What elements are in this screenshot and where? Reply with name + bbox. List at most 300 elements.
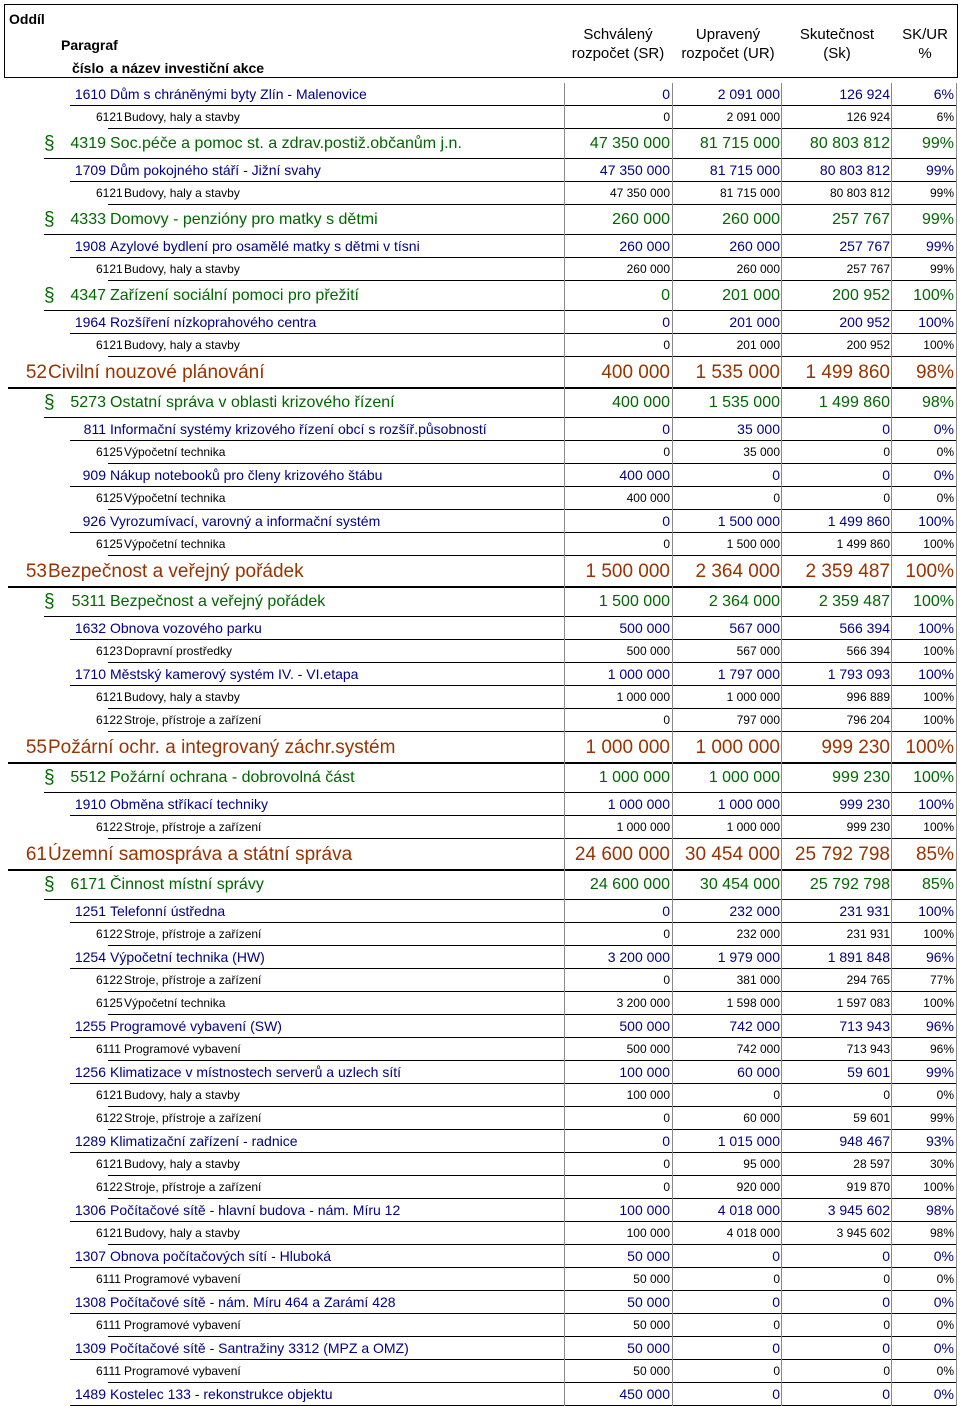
- cell-pct: 0%: [936, 1272, 954, 1286]
- column-divider: [564, 334, 565, 357]
- column-divider: [956, 1360, 957, 1383]
- column-divider: [781, 1153, 782, 1176]
- cell-code: 5311: [71, 593, 106, 610]
- cell-ur: 1 000 000: [717, 796, 780, 812]
- cell-ur: 0: [773, 491, 780, 505]
- cell-sr: 260 000: [612, 211, 670, 228]
- column-divider: [781, 281, 782, 311]
- column-divider: [781, 182, 782, 205]
- column-divider: [956, 235, 957, 258]
- cell-ur: 0: [772, 1386, 780, 1402]
- column-divider: [891, 1383, 892, 1406]
- table-row-item: [0, 969, 960, 992]
- cell-code: 1254: [74, 949, 106, 965]
- cell-sr: 500 000: [626, 644, 670, 658]
- cell-sk: 0: [883, 1088, 890, 1102]
- column-divider: [891, 709, 892, 732]
- cell-name: Azylové bydlení pro osamělé matky s dětmi v tísni: [110, 238, 420, 254]
- column-divider: [956, 732, 957, 763]
- header-oddil: Oddíl: [9, 11, 45, 27]
- cell-sk: 257 767: [839, 238, 890, 254]
- column-divider: [564, 311, 565, 334]
- column-divider: [564, 235, 565, 258]
- cell-pct: 96%: [925, 1018, 954, 1034]
- cell-name: Telefonní ústředna: [110, 903, 226, 919]
- cell-ur: 1 000 000: [726, 820, 780, 834]
- paragraph-icon: §: [44, 285, 55, 306]
- table-row-par: [0, 388, 960, 418]
- cell-sr: 1 000 000: [585, 737, 670, 758]
- column-divider: [891, 1268, 892, 1291]
- column-divider: [564, 763, 565, 793]
- cell-pct: 99%: [925, 238, 954, 254]
- column-divider: [891, 1199, 892, 1222]
- cell-name: Informační systémy krizového řízení obcí s rozšíř.působností: [110, 421, 487, 437]
- cell-sr: 0: [662, 86, 670, 102]
- cell-code: 6122: [96, 973, 123, 987]
- column-divider: [891, 1084, 892, 1107]
- column-divider: [781, 1084, 782, 1107]
- column-divider: [564, 1199, 565, 1222]
- column-divider: [781, 533, 782, 556]
- table-row-item: [0, 441, 960, 464]
- table-row-act: [0, 663, 960, 686]
- table-row-sec: [0, 556, 960, 587]
- column-divider: [672, 992, 673, 1015]
- cell-sk: 1 891 848: [827, 949, 890, 965]
- cell-name: Budovy, haly a stavby: [124, 110, 240, 124]
- column-divider: [564, 816, 565, 839]
- cell-code: 6111: [96, 1364, 121, 1378]
- cell-code: 6123: [96, 644, 123, 658]
- cell-sk: 948 467: [839, 1133, 890, 1149]
- table-row-item: [0, 106, 960, 129]
- cell-name: Budovy, haly a stavby: [124, 1157, 240, 1171]
- column-divider: [891, 1130, 892, 1153]
- column-divider: [891, 510, 892, 533]
- column-divider: [956, 663, 957, 686]
- column-divider: [672, 1222, 673, 1245]
- cell-ur: 81 715 000: [709, 162, 780, 178]
- cell-ur: 0: [772, 467, 780, 483]
- column-divider: [781, 1130, 782, 1153]
- cell-ur: 260 000: [736, 262, 780, 276]
- cell-sr: 100 000: [626, 1226, 670, 1240]
- column-divider: [781, 763, 782, 793]
- cell-name: Výpočetní technika: [124, 445, 226, 459]
- cell-code: 6111: [96, 1318, 121, 1332]
- cell-sk: 257 767: [832, 211, 890, 228]
- cell-name: Výpočetní technika: [124, 537, 226, 551]
- table-row-item: [0, 1084, 960, 1107]
- cell-pct: 99%: [929, 186, 954, 200]
- table-row-item: [0, 182, 960, 205]
- column-divider: [891, 205, 892, 235]
- cell-ur: 81 715 000: [699, 135, 780, 152]
- cell-sk: 126 924: [846, 110, 890, 124]
- cell-code: 811: [83, 421, 106, 437]
- cell-sk: 713 943: [846, 1042, 890, 1056]
- cell-ur: 232 000: [729, 903, 780, 919]
- cell-name: Stroje, přístroje a zařízení: [124, 973, 262, 987]
- cell-pct: 100%: [923, 713, 954, 727]
- header-sk: Skutečnost (Sk): [799, 26, 875, 62]
- cell-sr: 50 000: [627, 1294, 670, 1310]
- column-divider: [672, 334, 673, 357]
- cell-pct: 100%: [923, 927, 954, 941]
- table-row-act: [0, 1337, 960, 1360]
- cell-name: Stroje, přístroje a zařízení: [124, 1180, 262, 1194]
- cell-name: Stroje, přístroje a zařízení: [124, 927, 262, 941]
- table-row-item: [0, 1153, 960, 1176]
- cell-sk: 0: [883, 1272, 890, 1286]
- cell-code: 4319: [70, 135, 106, 152]
- column-divider: [672, 1291, 673, 1314]
- cell-name: Dopravní prostředky: [124, 644, 233, 658]
- paragraph-icon: §: [44, 767, 55, 788]
- column-divider: [781, 334, 782, 357]
- column-divider: [956, 533, 957, 556]
- cell-sk: 999 230: [839, 796, 890, 812]
- column-divider: [891, 1245, 892, 1268]
- column-divider: [956, 1383, 957, 1406]
- cell-ur: 0: [773, 1364, 780, 1378]
- cell-sk: 126 924: [839, 86, 890, 102]
- cell-sk: 0: [883, 1364, 890, 1378]
- cell-pct: 0%: [936, 1364, 954, 1378]
- cell-ur: 260 000: [729, 238, 780, 254]
- column-divider: [956, 83, 957, 106]
- column-divider: [891, 106, 892, 129]
- cell-sr: 1 500 000: [598, 593, 670, 610]
- table-row-item: [0, 258, 960, 281]
- cell-code: 1632: [74, 620, 106, 636]
- cell-pct: 100%: [918, 620, 954, 636]
- column-divider: [956, 106, 957, 129]
- cell-ur: 567 000: [736, 644, 780, 658]
- column-divider: [672, 732, 673, 763]
- table-row-item: [0, 1222, 960, 1245]
- column-divider: [672, 1061, 673, 1084]
- column-divider: [564, 281, 565, 311]
- cell-ur: 4 018 000: [726, 1226, 780, 1240]
- column-divider: [956, 839, 957, 870]
- cell-ur: 232 000: [736, 927, 780, 941]
- column-divider: [672, 709, 673, 732]
- column-divider: [956, 311, 957, 334]
- column-divider: [956, 1268, 957, 1291]
- column-divider: [781, 617, 782, 640]
- cell-ur: 0: [773, 1088, 780, 1102]
- cell-sr: 50 000: [633, 1318, 670, 1332]
- table-row-item: [0, 1314, 960, 1337]
- column-divider: [891, 923, 892, 946]
- header-nazev: a název investiční akce: [110, 60, 265, 76]
- cell-pct: 93%: [925, 1133, 954, 1149]
- column-divider: [672, 1084, 673, 1107]
- cell-sk: 0: [882, 467, 890, 483]
- cell-sk: 0: [883, 445, 890, 459]
- column-divider: [781, 900, 782, 923]
- cell-sr: 1 000 000: [616, 820, 670, 834]
- cell-ur: 4 018 000: [717, 1202, 780, 1218]
- column-divider: [891, 969, 892, 992]
- column-divider: [781, 587, 782, 617]
- cell-ur: 1 797 000: [717, 666, 780, 682]
- header-frame: [4, 4, 958, 78]
- column-divider: [956, 640, 957, 663]
- cell-pct: 85%: [921, 876, 954, 893]
- cell-sk: 80 803 812: [809, 135, 890, 152]
- cell-name: Rozšíření nízkoprahového centra: [110, 314, 317, 330]
- column-divider: [956, 900, 957, 923]
- column-divider: [564, 1038, 565, 1061]
- cell-sk: 257 767: [846, 262, 890, 276]
- cell-pct: 99%: [921, 135, 954, 152]
- cell-sr: 0: [663, 1111, 670, 1125]
- column-divider: [672, 235, 673, 258]
- cell-sk: 2 359 487: [818, 593, 890, 610]
- cell-sk: 25 792 798: [809, 876, 890, 893]
- cell-code: 6121: [96, 110, 123, 124]
- column-divider: [672, 159, 673, 182]
- header-paragraf: Paragraf: [61, 37, 118, 53]
- column-divider: [672, 900, 673, 923]
- cell-sk: 999 230: [832, 769, 890, 786]
- column-divider: [891, 258, 892, 281]
- paragraph-icon: §: [44, 591, 55, 612]
- column-divider: [956, 969, 957, 992]
- cell-pct: 100%: [918, 666, 954, 682]
- column-divider: [564, 533, 565, 556]
- column-divider: [564, 992, 565, 1015]
- cell-sr: 500 000: [626, 1042, 670, 1056]
- column-divider: [672, 258, 673, 281]
- cell-sk: 566 394: [846, 644, 890, 658]
- column-divider: [781, 1061, 782, 1084]
- table-row-act: [0, 617, 960, 640]
- column-divider: [956, 870, 957, 900]
- column-divider: [672, 1199, 673, 1222]
- column-divider: [781, 1337, 782, 1360]
- cell-sk: 80 803 812: [829, 186, 890, 200]
- table-row-act: [0, 1291, 960, 1314]
- column-divider: [564, 900, 565, 923]
- cell-ur: 1 000 000: [708, 769, 780, 786]
- cell-sr: 500 000: [619, 620, 670, 636]
- column-divider: [564, 587, 565, 617]
- column-divider: [891, 235, 892, 258]
- column-divider: [891, 686, 892, 709]
- cell-name: Domovy - penzióny pro matky s dětmi: [110, 211, 378, 228]
- column-divider: [891, 763, 892, 793]
- cell-ur: 0: [772, 1340, 780, 1356]
- column-divider: [564, 357, 565, 388]
- cell-name: Klimatizační zařízení - radnice: [110, 1133, 298, 1149]
- column-divider: [781, 969, 782, 992]
- table-row-item: [0, 686, 960, 709]
- column-divider: [891, 487, 892, 510]
- cell-code: 6122: [96, 820, 123, 834]
- column-divider: [781, 870, 782, 900]
- header-ur: Upravený rozpočet (UR): [681, 26, 775, 62]
- cell-sr: 0: [662, 421, 670, 437]
- cell-name: Bezpečnost a veřejný pořádek: [110, 593, 326, 610]
- cell-sk: 919 870: [846, 1180, 890, 1194]
- cell-code: 6121: [96, 1226, 123, 1240]
- cell-sk: 59 601: [853, 1111, 890, 1125]
- cell-sk: 200 952: [846, 338, 890, 352]
- column-divider: [672, 106, 673, 129]
- column-divider: [891, 533, 892, 556]
- column-divider: [564, 388, 565, 418]
- column-divider: [672, 182, 673, 205]
- table-row-par: [0, 870, 960, 900]
- cell-name: Budovy, haly a stavby: [124, 262, 240, 276]
- column-divider: [891, 1107, 892, 1130]
- column-divider: [564, 732, 565, 763]
- column-divider: [564, 969, 565, 992]
- cell-pct: 0%: [936, 491, 954, 505]
- cell-sr: 47 350 000: [609, 186, 670, 200]
- cell-pct: 0%: [936, 1088, 954, 1102]
- cell-pct: 30%: [929, 1157, 954, 1171]
- column-divider: [956, 1176, 957, 1199]
- column-divider: [672, 686, 673, 709]
- cell-sr: 24 600 000: [574, 844, 670, 865]
- cell-name: Územní samospráva a státní správa: [48, 844, 353, 865]
- column-divider: [891, 992, 892, 1015]
- column-divider: [672, 464, 673, 487]
- cell-sr: 260 000: [619, 238, 670, 254]
- column-divider: [564, 556, 565, 587]
- table-row-act: [0, 159, 960, 182]
- cell-ur: 60 000: [737, 1064, 780, 1080]
- table-row-item: [0, 334, 960, 357]
- column-divider: [891, 1153, 892, 1176]
- column-divider: [564, 487, 565, 510]
- column-divider: [672, 763, 673, 793]
- column-divider: [564, 1107, 565, 1130]
- cell-code: 6121: [96, 262, 123, 276]
- column-divider: [672, 129, 673, 159]
- column-divider: [672, 533, 673, 556]
- cell-name: Stroje, přístroje a zařízení: [124, 713, 262, 727]
- cell-sk: 200 952: [832, 287, 890, 304]
- cell-name: Dům pokojného stáří - Jižní svahy: [110, 162, 321, 178]
- cell-ur: 1 000 000: [726, 690, 780, 704]
- cell-pct: 100%: [923, 996, 954, 1010]
- cell-name: Městský kamerový systém IV. - VI.etapa: [110, 666, 359, 682]
- column-divider: [956, 258, 957, 281]
- column-divider: [564, 129, 565, 159]
- cell-sk: 796 204: [846, 713, 890, 727]
- column-divider: [956, 1153, 957, 1176]
- cell-pct: 99%: [929, 262, 954, 276]
- cell-sr: 0: [662, 903, 670, 919]
- cell-ur: 1 500 000: [726, 537, 780, 551]
- column-divider: [891, 816, 892, 839]
- cell-pct: 100%: [923, 820, 954, 834]
- cell-sk: 1 597 083: [836, 996, 890, 1010]
- column-divider: [956, 487, 957, 510]
- column-divider: [891, 663, 892, 686]
- column-divider: [672, 1107, 673, 1130]
- cell-ur: 260 000: [722, 211, 780, 228]
- column-divider: [956, 763, 957, 793]
- cell-pct: 0%: [936, 1318, 954, 1332]
- header-sr: Schválený rozpočet (SR): [571, 26, 665, 62]
- cell-ur: 81 715 000: [719, 186, 780, 200]
- cell-code: 6121: [96, 1088, 123, 1102]
- cell-sr: 1 500 000: [585, 561, 670, 582]
- cell-sk: 25 792 798: [794, 844, 890, 865]
- column-divider: [672, 1268, 673, 1291]
- table-row-par: [0, 205, 960, 235]
- column-divider: [956, 510, 957, 533]
- column-divider: [956, 923, 957, 946]
- column-divider: [956, 709, 957, 732]
- cell-sr: 400 000: [601, 362, 670, 383]
- cell-sk: 1 793 093: [827, 666, 890, 682]
- column-divider: [956, 1107, 957, 1130]
- cell-name: Soc.péče a pomoc st. a zdrav.postiž.občanům j.n.: [110, 135, 462, 152]
- cell-name: Počítačové sítě - Santražiny 3312 (MPZ a OMZ): [110, 1340, 409, 1356]
- column-divider: [564, 709, 565, 732]
- table-row-sec: [0, 357, 960, 388]
- header-pct: SK/UR %: [902, 26, 948, 62]
- cell-pct: 99%: [925, 1064, 954, 1080]
- column-divider: [564, 159, 565, 182]
- table-row-act: [0, 510, 960, 533]
- cell-name: Požární ochrana - dobrovolná část: [110, 769, 355, 786]
- cell-ur: 1 500 000: [717, 513, 780, 529]
- column-divider: [672, 556, 673, 587]
- cell-pct: 0%: [933, 1248, 954, 1264]
- column-divider: [672, 1245, 673, 1268]
- cell-sk: 0: [882, 421, 890, 437]
- cell-sk: 80 803 812: [819, 162, 890, 178]
- cell-sr: 0: [662, 1133, 670, 1149]
- cell-code: 6111: [96, 1042, 121, 1056]
- cell-sk: 1 499 860: [818, 394, 890, 411]
- column-divider: [956, 464, 957, 487]
- cell-ur: 742 000: [736, 1042, 780, 1056]
- column-divider: [891, 1314, 892, 1337]
- cell-sr: 0: [663, 537, 670, 551]
- cell-pct: 6%: [936, 110, 954, 124]
- cell-ur: 60 000: [743, 1111, 780, 1125]
- cell-code: 6125: [96, 537, 123, 551]
- column-divider: [564, 923, 565, 946]
- table-row-item: [0, 923, 960, 946]
- cell-sk: 28 597: [853, 1157, 890, 1171]
- cell-sr: 1 000 000: [616, 690, 670, 704]
- column-divider: [891, 1015, 892, 1038]
- column-divider: [781, 311, 782, 334]
- column-divider: [781, 663, 782, 686]
- cell-sk: 996 889: [846, 690, 890, 704]
- column-divider: [564, 205, 565, 235]
- column-divider: [781, 1222, 782, 1245]
- cell-sk: 3 945 602: [827, 1202, 890, 1218]
- column-divider: [956, 357, 957, 388]
- cell-pct: 0%: [933, 421, 954, 437]
- cell-sk: 999 230: [846, 820, 890, 834]
- column-divider: [956, 946, 957, 969]
- cell-sk: 59 601: [847, 1064, 890, 1080]
- column-divider: [672, 205, 673, 235]
